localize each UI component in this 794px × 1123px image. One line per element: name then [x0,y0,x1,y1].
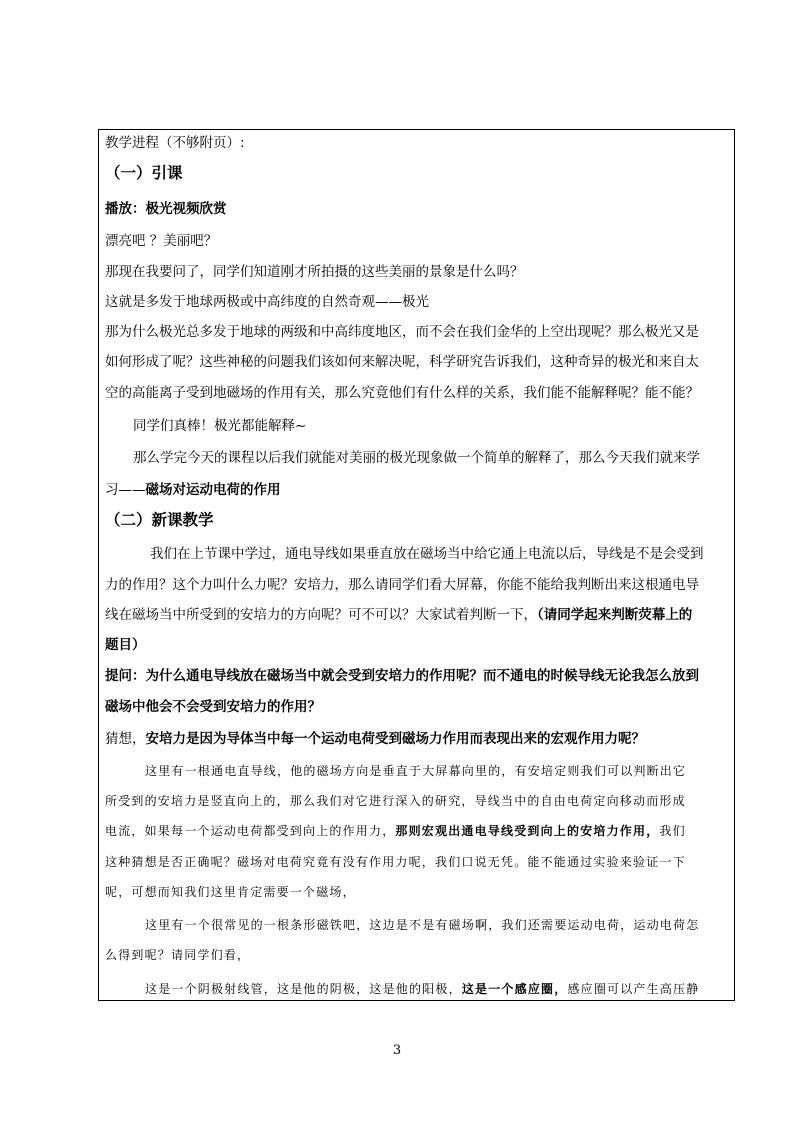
topic-line [105,481,281,499]
body-line: 那现在我要问了，同学们知道刚才所拍摄的这些美丽的景象是什么吗？ [105,264,524,280]
section-heading-intro: （一）引课 [105,164,183,182]
emphasis-text: 这是一个感应圈， [461,982,568,996]
instruction-note-end: 题目） [105,637,146,653]
body-line: 这就是多发于地球两极或中高纬度的自然奇观——极光 [105,294,429,310]
table-header: 教学进程（不够附页）: [105,135,245,151]
topic-title: 磁场对运动电荷的作用 [145,482,281,498]
body-line: 这里有一个很常见的一根条形磁铁吧，这边是不是有磁场啊，我们还需要运动电荷，运动电荷怎 [145,918,700,932]
topic-prefix: 习—— [105,482,146,498]
body-line: 这种猜想是否正确呢？磁场对电荷究竟有没有作用力呢，我们口说无凭。能不能通过实验来验证一下 [105,855,686,869]
body-line: 呢，可想而知我们这里肯定需要一个磁场， [105,885,356,899]
section-heading-new-lesson: （二）新课教学 [105,511,214,529]
body-line [105,822,686,840]
body-line: 这里有一根通电直导线，他的磁场方向是垂直于大屏幕向里的，有安培定则我们可以判断出它 [145,764,687,778]
hypothesis-text: 安培力是因为导体当中每一个运动电荷受到磁场力作用而表现出来的宏观作用力呢？ [145,731,645,747]
body-line: 力的作用？这个力叫什么力呢？安培力，那么请同学们看大屏幕，你能不能给我判断出来这根通电导 [105,577,699,593]
body-text: 电流，如果每一个运动电荷都受到向上的作用力， [105,824,396,838]
body-text: 我们 [659,824,686,838]
emphasis-text: 那则宏观出通电导线受到向上的安培力作用， [395,824,660,838]
body-line: 那么学完今天的课程以后我们就能对美丽的极光现象做一个简单的解释了，那么今天我们就来学 [133,450,700,466]
body-text: 线在磁场当中所受到的安培力的方向呢？可不可以？大家试着判断一下， [105,607,537,623]
hypothesis-prefix: 猜想， [105,731,146,747]
body-line: 同学们真棒！极光都能解释~ [133,418,307,434]
body-line: 那为什么极光总多发于地球的两级和中高纬度地区，而不会在我们金华的上空出现呢？那么极光又是 [105,324,699,340]
body-line: 空的高能离子受到地磁场的作用有关，那么究竟他们有什么样的关系，我们能不能解释呢？能不能？ [105,385,699,401]
body-text: 这是一个阴极射线管，这是他的阴极，这是他的阳极， [145,982,462,996]
body-line [145,980,699,998]
question-line: 磁场中他会不会受到安培力的作用？ [105,699,321,715]
body-line: 漂亮吧 ？美丽吧？ [105,233,218,249]
body-line: 所受到的安培力是竖直向上的，那么我们对它进行深入的研究，导线当中的自由电荷定向移动而形成 [105,794,686,808]
body-line [105,606,692,624]
instruction-note: （请同学起来判断荧幕上的 [537,607,693,623]
body-text: 感应圈可以产生高压静 [567,982,700,996]
body-line: 如何形成了呢？这些神秘的问题我们该如何来解决呢，科学研究告诉我们，这种奇异的极光和来自太 [105,354,699,370]
body-line: 么得到呢？请同学们看， [105,948,251,962]
page-number: 3 [392,1043,402,1058]
question-line: 提问：为什么通电导线放在磁场当中就会受到安培力的作用呢？而不通电的时候导线无论我怎么放到 [105,668,699,684]
body-line: 我们在上节课中学过，通电导线如果垂直放在磁场当中给它通上电流以后，导线是不是会受到 [150,546,704,562]
play-video-line: 播放：极光视频欣赏 [105,201,227,217]
hypothesis-line [105,730,645,748]
